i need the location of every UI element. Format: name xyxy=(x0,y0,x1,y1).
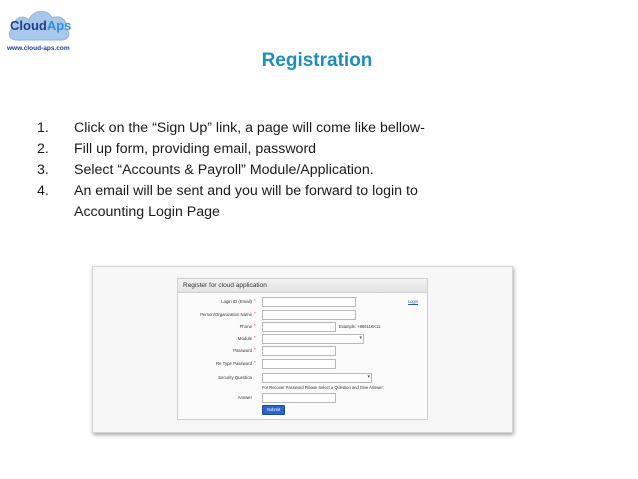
name-row: Person/Organization Name * xyxy=(178,309,427,320)
phone-row: Phone * Example: +88011KK11 xyxy=(178,321,427,332)
phone-hint: Example: +88011KK11 xyxy=(339,324,381,329)
chevron-down-icon: ▾ xyxy=(359,335,362,341)
list-item: 1. Click on the “Sign Up” link, a page will come like bellow- xyxy=(37,120,425,136)
retype-password-row: Re Type Password * xyxy=(178,358,427,369)
retype-password-input[interactable] xyxy=(262,359,336,369)
security-question-select[interactable] xyxy=(262,373,372,383)
logo-url: www.cloud-aps.com xyxy=(7,45,70,52)
page-title: Registration xyxy=(261,50,373,71)
security-question-row: Security Question ▾ xyxy=(178,372,427,383)
cloudaps-logo xyxy=(6,4,72,56)
recover-password-note: For Recover Password Please Select a Question and Give Answer: xyxy=(262,385,384,390)
panel-title: Register for cloud application xyxy=(178,279,427,293)
login-id-input[interactable] xyxy=(262,297,356,307)
answer-row: Answer xyxy=(178,392,427,403)
steps-list xyxy=(37,118,597,223)
answer-input[interactable] xyxy=(262,393,336,403)
phone-input[interactable] xyxy=(262,322,336,332)
chevron-down-icon: ▾ xyxy=(367,374,370,380)
list-item: 2. Fill up form, providing email, password xyxy=(37,141,317,157)
password-row: Password * xyxy=(178,345,427,356)
login-link[interactable]: Login xyxy=(408,299,419,304)
submit-button[interactable]: Submit xyxy=(262,405,285,415)
logo-brand: CloudAps xyxy=(10,18,72,33)
password-input[interactable] xyxy=(262,346,336,356)
module-select[interactable] xyxy=(262,334,364,344)
login-id-row: Login ID (Email) * Login xyxy=(178,296,427,307)
list-item: 3. Select “Accounts & Payroll” Module/Application. xyxy=(37,162,374,178)
module-row: Module * ▾ xyxy=(178,333,427,344)
name-input[interactable] xyxy=(262,310,356,320)
list-item: 4. An email will be sent and you will be forward to login to Accounting Login Page xyxy=(37,183,418,220)
register-panel xyxy=(177,278,428,420)
registration-form-screenshot xyxy=(92,266,513,433)
